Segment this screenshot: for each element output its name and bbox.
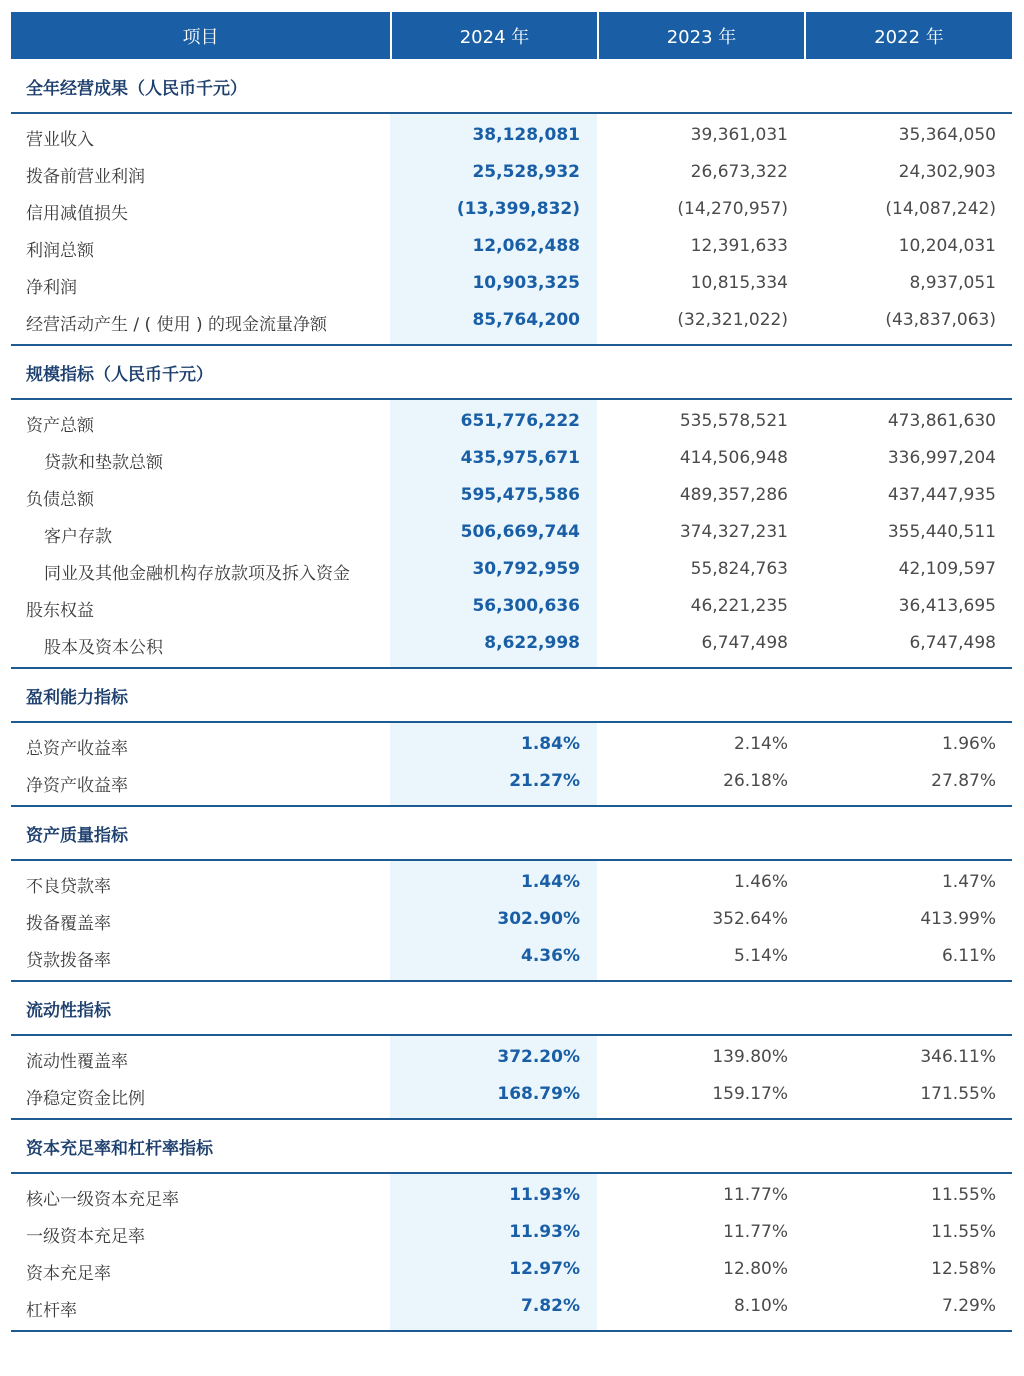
value-2022: 12.58% [931,1259,996,1279]
section-title: 全年经营成果（人民币千元） [26,79,247,99]
header-2023: 2023 年 [599,12,804,59]
row-label: 贷款和垫款总额 [44,453,163,473]
row-label: 贷款拨备率 [26,951,111,971]
value-2022: 27.87% [931,771,996,791]
section-rule [11,667,1012,669]
section-title: 流动性指标 [26,1001,111,1021]
value-2022: 473,861,630 [887,411,996,431]
section-rule [11,980,1012,982]
value-2024: 21.27% [509,771,580,791]
row-label: 净资产收益率 [26,776,128,796]
value-2024: 595,475,586 [460,485,580,505]
value-2024: 11.93% [509,1185,580,1205]
value-2023: 11.77% [723,1185,788,1205]
section-rule [11,1330,1012,1332]
row-label: 总资产收益率 [26,739,128,759]
row-label: 一级资本充足率 [26,1227,145,1247]
row-label: 资本充足率 [26,1264,111,1284]
row-label: 不良贷款率 [26,877,111,897]
value-2024: 25,528,932 [472,162,580,182]
value-2023: 489,357,286 [679,485,788,505]
row-label: 杠杆率 [26,1301,77,1321]
value-2024: 38,128,081 [472,125,580,145]
value-2023: 8.10% [733,1296,788,1316]
value-2023: 26,673,322 [690,162,788,182]
value-2023: 46,221,235 [690,596,788,616]
value-2023: 11.77% [723,1222,788,1242]
header-2022: 2022 年 [806,12,1012,59]
section-rule [11,1118,1012,1120]
row-label: 拨备前营业利润 [26,167,145,187]
value-2022: 35,364,050 [898,125,996,145]
value-2022: 24,302,903 [898,162,996,182]
section-title: 盈利能力指标 [26,688,128,708]
header-divider [390,12,392,59]
row-label: 资产总额 [26,416,94,436]
value-2022: 11.55% [931,1185,996,1205]
value-2023: 1.46% [733,872,788,892]
value-2024: 11.93% [509,1222,580,1242]
value-2023: 139.80% [712,1047,788,1067]
value-2023: 374,327,231 [679,522,788,542]
value-2024: 435,975,671 [460,448,580,468]
row-label: 客户存款 [44,527,112,547]
value-2023: 10,815,334 [690,273,788,293]
value-2022: 6,747,498 [909,633,996,653]
value-2024: 8,622,998 [484,633,580,653]
row-label: 股东权益 [26,601,94,621]
value-2023: 26.18% [723,771,788,791]
row-label: 同业及其他金融机构存放款项及拆入资金 [44,564,350,584]
value-2023: 535,578,521 [679,411,788,431]
row-label: 核心一级资本充足率 [26,1190,179,1210]
value-2022: 10,204,031 [898,236,996,256]
value-2022: 7.29% [941,1296,996,1316]
value-2024: 12.97% [509,1259,580,1279]
row-label: 股本及资本公积 [44,638,163,658]
section-title: 规模指标（人民币千元） [26,365,213,385]
value-2024: 10,903,325 [472,273,580,293]
section-rule [11,112,1012,114]
value-2023: 352.64% [712,909,788,929]
section-title: 资本充足率和杠杆率指标 [26,1139,213,1159]
value-2024: 168.79% [497,1084,580,1104]
value-2024: 7.82% [521,1296,580,1316]
value-2022: (14,087,242) [885,199,996,219]
value-2022: 1.47% [941,872,996,892]
value-2023: 12,391,633 [690,236,788,256]
value-2024: 12,062,488 [472,236,580,256]
value-2024: 372.20% [497,1047,580,1067]
value-2022: (43,837,063) [885,310,996,330]
row-label: 信用减值损失 [26,204,128,224]
section-rule [11,1034,1012,1036]
value-2023: 2.14% [733,734,788,754]
row-label: 流动性覆盖率 [26,1052,128,1072]
value-2023: 414,506,948 [679,448,788,468]
value-2022: 42,109,597 [898,559,996,579]
row-label: 净稳定资金比例 [26,1089,145,1109]
value-2023: 12.80% [723,1259,788,1279]
row-label: 拨备覆盖率 [26,914,111,934]
section-rule [11,721,1012,723]
value-2023: 159.17% [712,1084,788,1104]
row-label: 净利润 [26,278,77,298]
value-2024: 56,300,636 [472,596,580,616]
value-2022: 171.55% [920,1084,996,1104]
section-rule [11,1172,1012,1174]
header-divider [804,12,806,59]
value-2023: (14,270,957) [677,199,788,219]
value-2023: 5.14% [733,946,788,966]
row-label: 营业收入 [26,130,94,150]
value-2024: 30,792,959 [472,559,580,579]
value-2024: 1.44% [521,872,580,892]
value-2022: 36,413,695 [898,596,996,616]
value-2024: 4.36% [521,946,580,966]
value-2023: 39,361,031 [690,125,788,145]
value-2024: 651,776,222 [460,411,580,431]
value-2022: 1.96% [941,734,996,754]
section-rule [11,398,1012,400]
value-2024: 506,669,744 [460,522,580,542]
row-label: 利润总额 [26,241,94,261]
value-2024: (13,399,832) [456,199,580,219]
value-2022: 8,937,051 [909,273,996,293]
value-2022: 336,997,204 [887,448,996,468]
value-2022: 413.99% [920,909,996,929]
section-rule [11,344,1012,346]
value-2023: (32,321,022) [677,310,788,330]
value-2022: 355,440,511 [887,522,996,542]
value-2022: 437,447,935 [887,485,996,505]
section-rule [11,859,1012,861]
value-2022: 11.55% [931,1222,996,1242]
value-2023: 6,747,498 [701,633,788,653]
value-2023: 55,824,763 [690,559,788,579]
section-title: 资产质量指标 [26,826,128,846]
header-item: 项目 [11,12,390,59]
header-2024: 2024 年 [392,12,597,59]
value-2024: 85,764,200 [472,310,580,330]
header-divider [597,12,599,59]
value-2022: 6.11% [941,946,996,966]
row-label: 负债总额 [26,490,94,510]
value-2022: 346.11% [920,1047,996,1067]
value-2024: 302.90% [497,909,580,929]
value-2024: 1.84% [521,734,580,754]
row-label: 经营活动产生 / ( 使用 ) 的现金流量净额 [26,315,328,335]
section-rule [11,805,1012,807]
